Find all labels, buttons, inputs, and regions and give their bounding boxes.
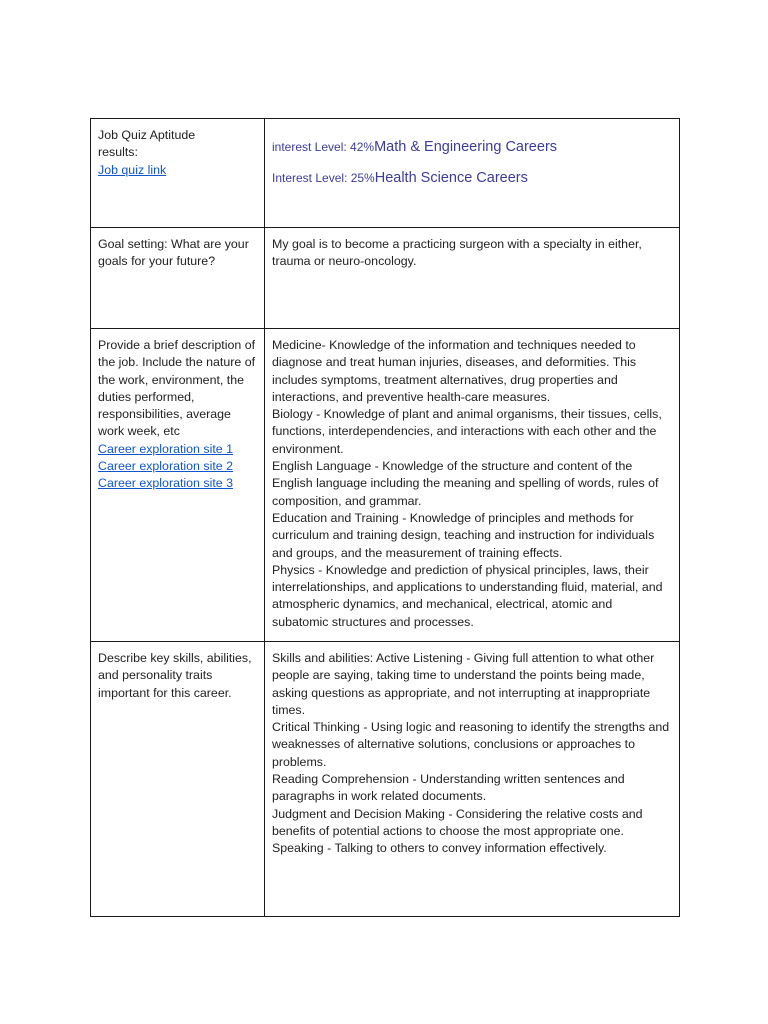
prompt-text: Provide a brief description of the job. Include the nature of the work, environment, the duties performed, responsibilities, average work week, etc (98, 338, 256, 439)
answer-cell (265, 228, 680, 329)
interest-result (272, 139, 672, 156)
prompt-text: results: (98, 145, 138, 160)
knowledge-english: English Language - Knowledge of the structure and content of the English language including the meaning and spelling of words, rules of composition, and grammar. (272, 459, 659, 508)
answer-text: My goal is to become a practicing surgeon with a specialty in either, trauma or neuro-oncology. (272, 237, 642, 269)
prompt-text: Describe key skills, abilities, and personality traits important for this career. (98, 651, 252, 700)
skill-judgment-decision: Judgment and Decision Making - Considering the relative costs and benefits of potential actions to choose the most appropriate one. (272, 806, 643, 838)
career-exploration-link-1[interactable]: Career exploration site 1 (98, 441, 233, 456)
table-row (91, 329, 680, 642)
skill-critical-thinking: Critical Thinking - Using logic and reasoning to identify the strengths and weaknesses of alternative solutions, conclusions or approaches to problems. (272, 720, 670, 769)
career-cluster: Health Science Careers (374, 170, 528, 187)
interest-level: interest Level: 42% (272, 140, 375, 154)
prompt-text: Goal setting: What are your goals for your future? (98, 237, 249, 269)
knowledge-education: Education and Training - Knowledge of principles and methods for curriculum and training design, teaching and instruction for individuals and groups, and the measurement of training effects. (272, 510, 655, 560)
prompt-text: Job Quiz Aptitude (98, 128, 196, 142)
table-row (91, 119, 680, 228)
career-exploration-link-2[interactable]: Career exploration site 2 (98, 459, 233, 474)
knowledge-physics: Physics - Knowledge and prediction of physical principles, laws, their interrelationships, and applications to understanding fluid, material, and atmospheric dynamics, and mechanical, electrical, atomic and subatomic structures and processes. (272, 562, 663, 629)
answer-cell (265, 119, 680, 228)
career-cluster: Math & Engineering Careers (374, 139, 558, 155)
knowledge-medicine: Medicine- Knowledge of the information and techniques needed to diagnose and treat human injuries, diseases, and deformities. This includes symptoms, treatment alternatives, drug properties and interactions, and preventive health-care measures. (272, 338, 637, 404)
skill-speaking: Speaking - Talking to others to convey information effectively. (272, 841, 607, 856)
interest-result (272, 170, 672, 187)
skill-reading-comprehension: Reading Comprehension - Understanding written sentences and paragraphs in work related documents. (272, 772, 625, 804)
table-row (91, 642, 680, 917)
answer-cell (265, 329, 680, 642)
job-quiz-link[interactable]: Job quiz link (98, 162, 167, 177)
interest-level: Interest Level: 25% (272, 171, 375, 186)
table-row (91, 228, 680, 329)
knowledge-biology: Biology - Knowledge of plant and animal organisms, their tissues, cells, functions, interdependencies, and interactions with each other and the environment. (272, 407, 662, 456)
prompt-cell (91, 119, 265, 228)
skill-active-listening: Skills and abilities: Active Listening - Giving full attention to what other people are saying, taking time to understand the points being made, asking questions as appropriate, and not interrupting at inappropriate times. (272, 651, 655, 717)
prompt-cell (91, 642, 265, 917)
answer-cell (265, 642, 680, 917)
career-exploration-link-3[interactable]: Career exploration site 3 (98, 476, 233, 491)
prompt-cell (91, 329, 265, 642)
career-worksheet-table (90, 118, 680, 917)
prompt-cell (91, 228, 265, 329)
